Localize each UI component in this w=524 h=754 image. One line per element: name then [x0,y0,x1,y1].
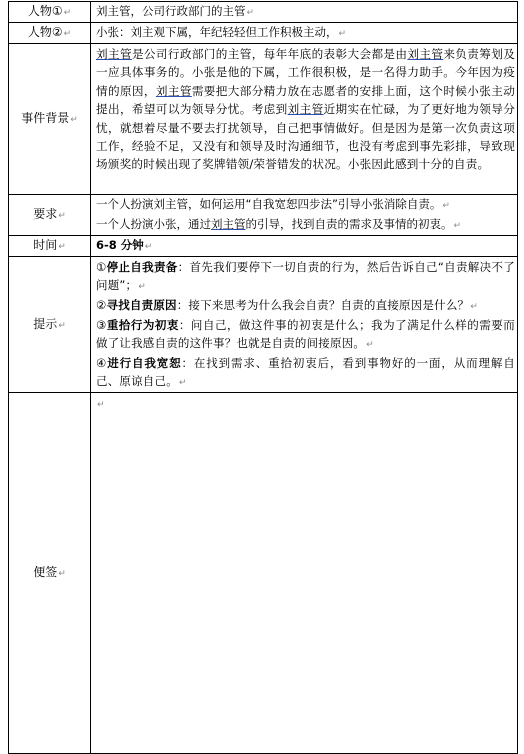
cell-end-mark: ↵ [453,221,462,231]
hint-text: ：问自己，做这件事的初衷是什么；我为了满足什么样的需要而做了让我感自责的这件事？也就是自责的间接原因。 [96,318,515,350]
row-hints [9,257,518,393]
cell-end-mark: ↵ [58,211,66,221]
person1-content: 刘主管，公司行政部门的主管 [96,4,246,18]
hint-number: ② [96,298,107,312]
paragraph-mark: ↵ [470,302,478,312]
hint-text: ：在找到需求、重拾初衷后，看到事物好的一面，从而理解自己、原谅自己。 [96,356,516,388]
background-label-cell [9,44,91,195]
background-seg: 需要把大部分精力放在志愿者的安排上面，这个时候小张主动提出，希望可以为领导分忧。考虑到 [96,83,515,117]
hint-number: ① [96,260,107,274]
requirement-label-cell [9,195,91,236]
notes-label: 便签 [33,565,58,579]
time-label-cell [9,236,91,257]
hint-title: 进行自我宽恕 [107,356,182,370]
row-person1 [9,2,518,23]
cell-end-mark: ↵ [58,569,66,579]
background-paragraph [96,45,515,174]
hints-content-cell [91,257,518,393]
hint-text: ：接下来思考为什么我会自责？自责的直接原因是什么？ [176,298,470,312]
notes-label-cell [9,393,91,754]
row-notes [9,393,518,754]
row-person2 [9,23,518,44]
hint-text: ：首先我们要停下一切自责的行为，然后告诉自己“自责解决不了问题”； [96,260,515,292]
person2-label: 人物② [27,25,63,39]
cell-end-mark: ↵ [338,29,347,39]
cell-end-mark: ↵ [63,8,72,18]
background-seg: 是公司行政部门的主管，每年年底的表彰大会都是由 [131,47,408,61]
hints-label-cell [9,257,91,393]
hints-label: 提示 [33,316,58,331]
hint-item [96,258,515,296]
cell-end-mark: ↵ [178,378,187,388]
hint-item [96,316,515,354]
row-requirement [9,195,518,236]
time-content: 6-8 分钟 [96,238,144,252]
hint-item [96,296,515,316]
background-label: 事件背景 [21,111,70,125]
background-seg: 近期实在忙碌，为了更好地为领导分忧，就想着尽量不要去打扰领导，自己把事情做好。但是因为是第一次负责这项工作，经验不足，又没有和领导及时沟通细节，也没有考虑到事先彩排，导致现场颁奖的时候出现了奖牌错领/荣誉错发的状况。小张因此感到十分的自责。 [96,102,516,172]
hint-item [96,354,515,392]
requirement-line-1 [96,195,515,215]
requirement-line-2 [96,215,515,235]
requirement-line-2-pre: 一个人扮演小张，通过 [96,217,211,231]
paragraph-mark: ↵ [442,201,450,211]
background-content-cell [91,44,518,195]
background-seg: 来负责筹划及一应具体事务的。小张是他的下属，工作很积极，是一名得力助手。今年因为疫情的原因， [96,47,516,98]
row-background [9,44,518,195]
background-seg: 刘主管 [155,83,192,98]
cell-end-mark: ↵ [58,320,66,331]
background-seg: 刘主管 [407,47,444,61]
person1-label: 人物① [27,4,63,18]
person1-label-cell [9,2,91,23]
time-content-cell [91,236,518,257]
background-seg: 刘主管 [96,47,132,61]
person2-content: 小张：刘主观下属，年纪轻轻但工作积极主动， [96,25,338,39]
cell-end-mark: ↵ [97,400,105,410]
background-seg: 刘主管 [287,102,324,117]
cell-end-mark: ↵ [246,8,255,18]
cell-end-mark: ↵ [70,115,78,125]
notes-content-cell[interactable] [91,393,518,754]
hint-title: 寻找自责原因 [106,298,177,312]
cell-end-mark: ↵ [58,242,66,252]
person2-label-cell [9,23,91,44]
paragraph-mark: ↵ [138,282,147,292]
role-play-card-table [8,1,518,754]
requirement-label: 要求 [33,207,58,221]
person1-content-cell [91,2,518,23]
hint-number: ④ [96,356,108,370]
cell-end-mark: ↵ [63,29,72,39]
requirement-content-cell [91,195,518,236]
requirement-line-2-post: 的引导，找到自责的需求及事情的初衷。 [245,217,453,231]
person2-content-cell [91,23,518,44]
hint-title: 重拾行为初衷 [106,318,179,332]
requirement-line-2-name: 刘主管 [211,217,246,231]
paragraph-mark: ↵ [366,340,374,350]
row-time [9,236,518,257]
time-label: 时间 [33,238,58,252]
requirement-line-1-text: 一个人扮演刘主管，如何运用“自我宽恕四步法”引导小张消除自责。 [96,197,442,211]
hint-number: ③ [96,318,107,332]
cell-end-mark: ↵ [144,242,153,252]
hint-title: 停止自我责备 [106,260,178,274]
